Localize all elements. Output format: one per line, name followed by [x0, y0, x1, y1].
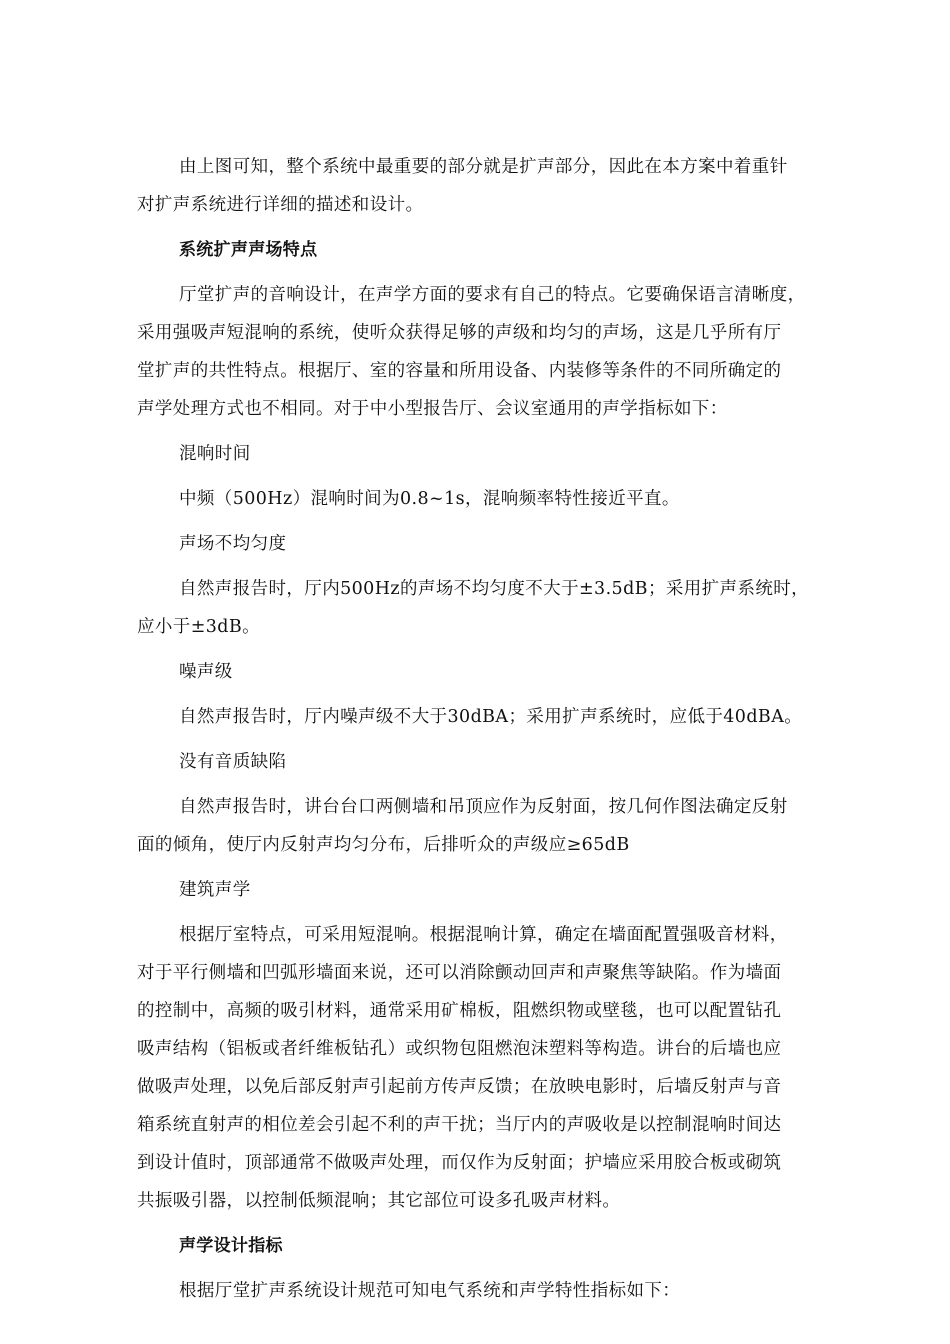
- spacer: [137, 1265, 850, 1272]
- spacer: [137, 1220, 850, 1227]
- spacer: [137, 473, 850, 480]
- architecture-paragraph: 根据厅室特点，可采用短混响。根据混响计算，确定在墙面配置强吸音材料， 对于平行侧墙和凹弧形墙面来说，还可以消除颤动回声和声聚焦等缺陷。作为墙面 的控制中，高频的吸引材料，通常采用矿棉板，阻燃织物或壁毯，也可以配置钻孔 吸声结构（铝板或者纤维板钻孔）或织物包阻燃泡沫塑料等构造。讲台的后墙也应 做吸声处理，以免后部反射声引起前方传声反馈；在放映电影时，后墙反射声与音 箱系统直射声的相位差会引起不利的声干扰；当厅内的声吸收是以控制混响时间达 到设计值时，顶部通常不做吸声处理，而仅作为反射面；护墙应采用胶合板或砌筑 共振吸引器，以控制低频混响；其它部位可设多孔吸声材料。: [137, 925, 788, 1211]
- defect-paragraph: 自然声报告时，讲台台口两侧墙和吊顶应作为反射面，按几何作图法确定反射 面的倾角，使厅内反射声均匀分布，后排听众的声级应≥65dB: [137, 797, 788, 855]
- spacer: [137, 646, 850, 653]
- subheading-noise-level: 噪声级: [179, 662, 233, 682]
- reverb-paragraph: 中频（500Hz）混响时间为0.8~1s，混响频率特性接近平直。: [179, 489, 680, 509]
- subheading-uniformity: 声场不均匀度: [179, 534, 287, 554]
- section-heading-acoustic-design: 声学设计指标: [179, 1236, 283, 1256]
- uniformity-paragraph: 自然声报告时，厅内500Hz的声场不均匀度不大于±3.5dB；采用扩声系统时， 应小于±3dB。: [137, 579, 810, 637]
- intro-paragraph: 由上图可知，整个系统中最重要的部分就是扩声部分，因此在本方案中着重针 对扩声系统进行详细的描述和设计。: [137, 157, 788, 215]
- spacer: [137, 736, 850, 743]
- spacer: [137, 563, 850, 570]
- section-heading-sound-field: 系统扩声声场特点: [179, 240, 318, 260]
- spacer: [137, 864, 850, 871]
- spacer: [137, 909, 850, 916]
- spacer: [137, 781, 850, 788]
- spacer: [137, 518, 850, 525]
- noise-paragraph: 自然声报告时，厅内噪声级不大于30dBA；采用扩声系统时，应低于40dBA。: [179, 707, 803, 727]
- subheading-reverb-time: 混响时间: [179, 444, 251, 464]
- spacer: [137, 428, 850, 435]
- spacer: [137, 691, 850, 698]
- document-body: [137, 148, 850, 1310]
- subheading-architectural-acoustics: 建筑声学: [179, 880, 251, 900]
- acoustic-design-paragraph: 根据厅堂扩声系统设计规范可知电气系统和声学特性指标如下：: [179, 1281, 681, 1301]
- spacer: [137, 269, 850, 276]
- spacer: [137, 224, 850, 231]
- subheading-no-defects: 没有音质缺陷: [179, 752, 287, 772]
- sound-field-paragraph: 厅堂扩声的音响设计，在声学方面的要求有自己的特点。它要确保语言清晰度， 采用强吸声短混响的系统，使听众获得足够的声级和均匀的声场，这是几乎所有厅 堂扩声的共性特点。根据厅、室的容量和所用设备、内装修等条件的不同所确定的 声学处理方式也不相同。对于中小型报告厅、会议室通用的声学指标如下：: [137, 285, 806, 419]
